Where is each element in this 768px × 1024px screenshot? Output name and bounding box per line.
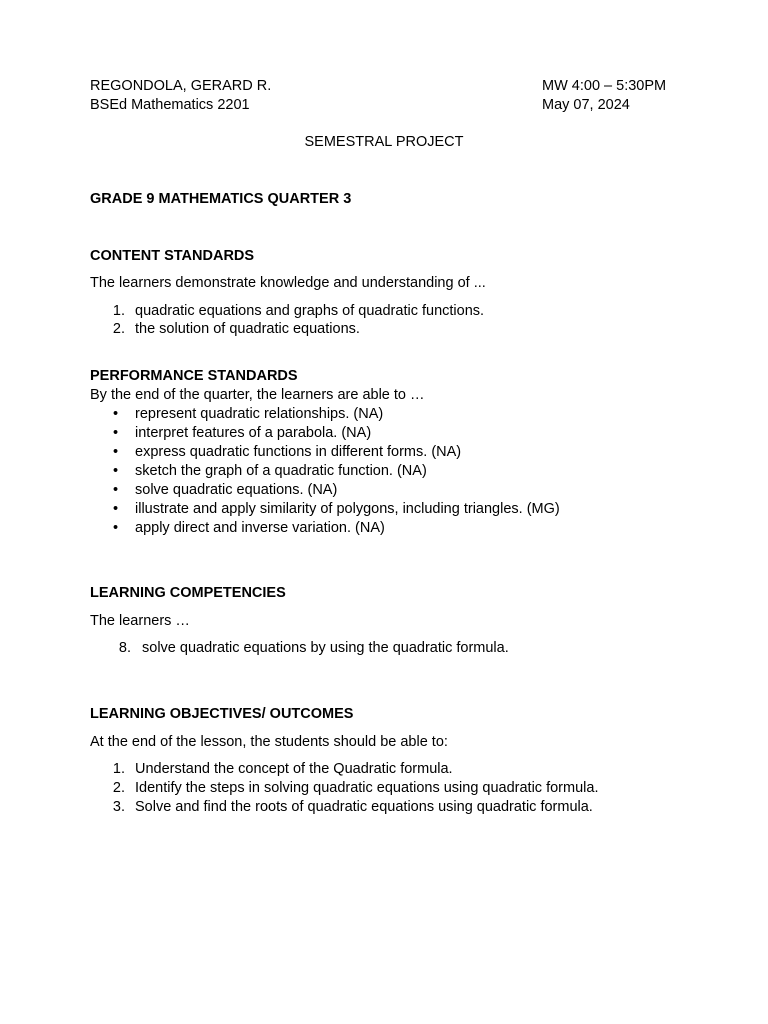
bullet-item-text: express quadratic functions in different forms. (NA) [135,444,462,460]
class-schedule: MW 4:00 – 5:30PM [542,78,667,94]
bullet-marker: • [113,520,119,536]
bullet-marker: • [113,501,119,517]
bullet-item-text: interpret features of a parabola. (NA) [135,425,372,441]
list-item-text: Solve and find the roots of quadratic equations using quadratic formula. [135,799,593,815]
performance-standards-heading: PERFORMANCE STANDARDS [90,368,298,384]
document-title: SEMESTRAL PROJECT [304,134,464,150]
bullet-item-text: solve quadratic equations. (NA) [135,482,338,498]
learning-competencies-heading: LEARNING COMPETENCIES [90,585,286,601]
learning-competencies-intro: The learners … [90,613,190,629]
list-marker: 8. [118,640,131,656]
bullet-item-text: apply direct and inverse variation. (NA) [135,520,385,536]
bullet-marker: • [113,463,119,479]
course-section: BSEd Mathematics 2201 [90,97,250,113]
performance-standards-intro: By the end of the quarter, the learners are able to … [90,387,425,403]
student-name: REGONDOLA, GERARD R. [90,78,272,94]
bullet-marker: • [113,425,119,441]
grade-heading: GRADE 9 MATHEMATICS QUARTER 3 [90,191,352,207]
list-marker: 2. [112,321,125,337]
list-item-text: Understand the concept of the Quadratic formula. [135,761,453,777]
content-standards-intro: The learners demonstrate knowledge and understanding of ... [90,275,486,291]
bullet-marker: • [113,482,119,498]
bullet-item-text: illustrate and apply similarity of polygons, including triangles. (MG) [135,501,560,517]
list-item-text: Identify the steps in solving quadratic equations using quadratic formula. [135,780,599,796]
list-item-text: the solution of quadratic equations. [135,321,360,337]
submission-date: May 07, 2024 [542,97,630,113]
list-marker: 2. [112,780,125,796]
learning-objectives-intro: At the end of the lesson, the students should be able to: [90,734,448,750]
list-marker: 1. [112,303,125,319]
list-marker: 3. [112,799,125,815]
list-item-text: quadratic equations and graphs of quadratic functions. [135,303,485,319]
bullet-marker: • [113,444,119,460]
bullet-item-text: represent quadratic relationships. (NA) [135,406,384,422]
list-item-text: solve quadratic equations by using the quadratic formula. [142,640,509,656]
list-marker: 1. [112,761,125,777]
bullet-item-text: sketch the graph of a quadratic function. (NA) [135,463,427,479]
content-standards-heading: CONTENT STANDARDS [90,248,255,264]
learning-objectives-heading: LEARNING OBJECTIVES/ OUTCOMES [90,706,354,722]
bullet-marker: • [113,406,119,422]
